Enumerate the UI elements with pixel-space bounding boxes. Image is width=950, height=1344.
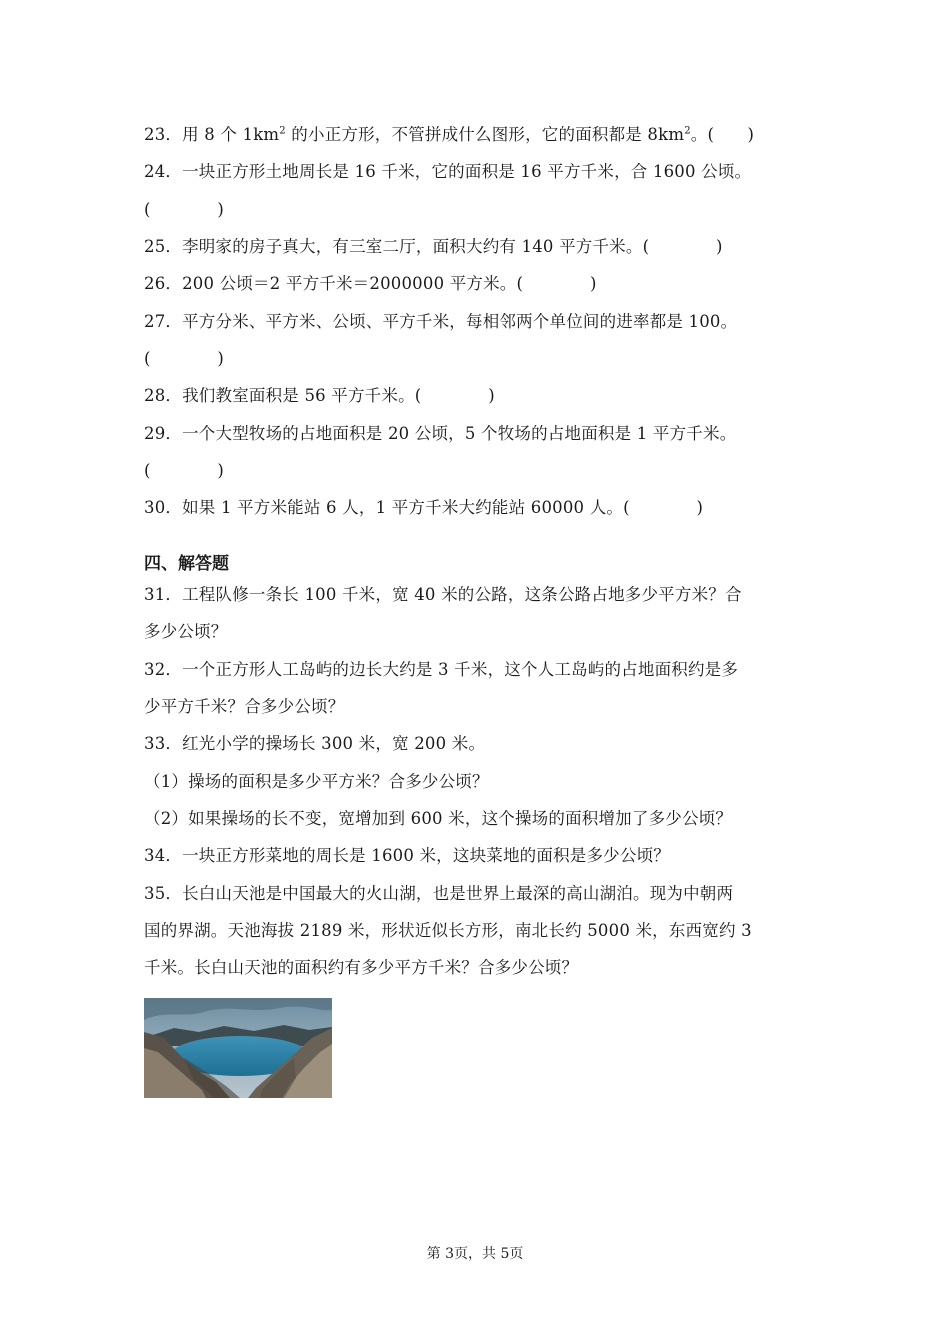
problem-35-line3: 千米。长白山天池的面积约有多少平方千米？合多少公顷？ <box>144 958 579 977</box>
question-29-answer-blank: ( ) <box>144 461 225 480</box>
question-29-line1: 29．一个大型牧场的占地面积是 20 公顷，5 个牧场的占地面积是 1 平方千米。 <box>144 424 737 443</box>
page-footer: 第 3页，共 5页 <box>426 1246 524 1262</box>
question-23: 23．用 8 个 $1km^2$ 的小正方形，不管拼成什么图形，它的面积都是 $8km^2$。( ) <box>144 125 755 144</box>
problem-31-line2: 多少公顷？ <box>144 622 228 641</box>
question-27-answer-blank: ( ) <box>144 349 225 368</box>
problem-33-part1: （1）操场的面积是多少平方米？合多少公顷？ <box>144 772 489 791</box>
problem-33-part2: （2）如果操场的长不变，宽增加到 600 米，这个操场的面积增加了多少公顷？ <box>144 809 733 828</box>
problem-33: 33．红光小学的操场长 300 米，宽 200 米。 <box>144 734 486 753</box>
question-25: 25．李明家的房子真大，有三室二厅，面积大约有 140 平方千米。( ) <box>144 237 723 256</box>
problem-32-line1: 32．一个正方形人工岛屿的边长大约是 3 千米，这个人工岛屿的占地面积约是多 <box>144 660 739 679</box>
problem-31-line1: 31．工程队修一条长 100 千米，宽 40 米的公路，这条公路占地多少平方米？合 <box>144 585 742 604</box>
question-24-line1: 24．一块正方形土地周长是 16 千米，它的面积是 16 平方千米，合 1600 公顷。 <box>144 162 752 181</box>
section-title: 四、解答题 <box>144 554 229 574</box>
question-28: 28．我们教室面积是 56 平方千米。( ) <box>144 386 495 405</box>
tianchi-lake-photo <box>144 998 332 1098</box>
problem-35-line1: 35．长白山天池是中国最大的火山湖，也是世界上最深的高山湖泊。现为中朝两 <box>144 884 734 903</box>
question-24-answer-blank: ( ) <box>144 200 225 219</box>
question-26: 26．200 公顷＝2 平方千米＝2000000 平方米。( ) <box>144 274 597 293</box>
question-30: 30．如果 1 平方米能站 6 人，1 平方千米大约能站 60000 人。( ) <box>144 498 704 517</box>
question-27-line1: 27．平方分米、平方米、公顷、平方千米，每相邻两个单位间的进率都是 100。 <box>144 312 738 331</box>
problem-35-line2: 国的界湖。天池海拔 2189 米，形状近似长方形，南北长约 5000 米，东西宽约 3 <box>144 921 752 940</box>
problem-32-line2: 少平方千米？合多少公顷？ <box>144 697 345 716</box>
problem-34: 34．一块正方形菜地的周长是 1600 米，这块菜地的面积是多少公顷？ <box>144 846 670 865</box>
